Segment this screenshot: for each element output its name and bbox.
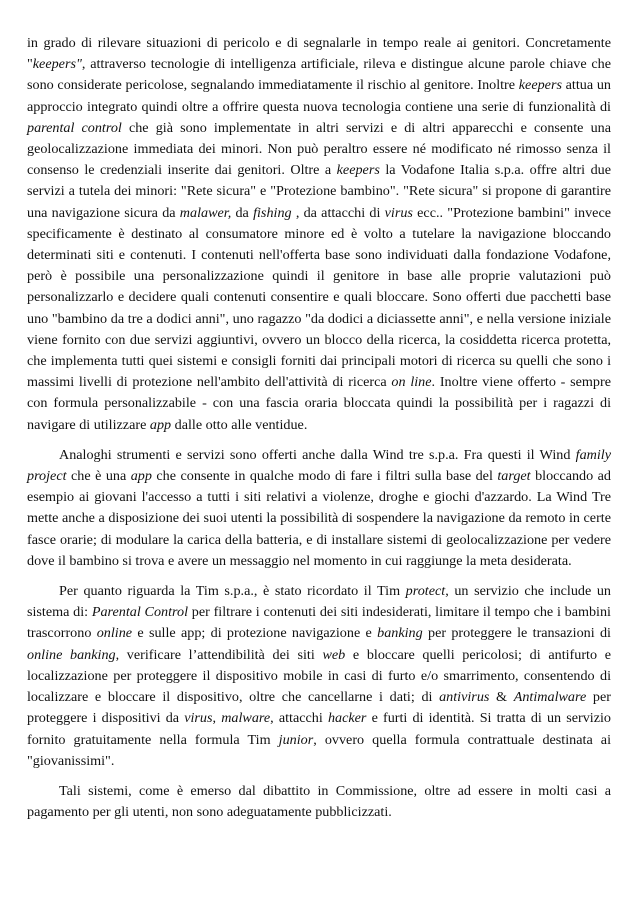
text-segment: per proteggere i dispositivi da xyxy=(27,689,611,727)
italic-text-segment: online banking xyxy=(27,646,116,663)
italic-text-segment: hacker xyxy=(327,710,367,727)
italic-text-segment: fishing xyxy=(253,204,292,221)
italic-text-segment: malware xyxy=(221,710,271,727)
paragraph-vodafone xyxy=(27,33,611,436)
italic-text-segment: antivirus xyxy=(439,689,490,706)
text-segment: & xyxy=(489,689,514,706)
italic-text-segment: app xyxy=(130,468,152,485)
text-segment: , un servizio che include un sistema di: xyxy=(27,583,611,621)
italic-text-segment: virus xyxy=(184,710,213,727)
italic-text-segment: family project xyxy=(27,446,611,485)
paragraph-wind xyxy=(27,445,611,572)
italic-text-segment: app xyxy=(149,416,172,433)
italic-text-segment: malawer, xyxy=(179,204,232,221)
italic-text-segment: Parental Control xyxy=(91,604,189,621)
italic-text-segment: web xyxy=(322,646,346,663)
italic-text-segment: virus xyxy=(384,204,413,221)
text-segment: per proteggere le transazioni di xyxy=(422,625,611,642)
text-segment: in grado di rilevare situazioni di pericolo e di segnalarle in tempo reale ai genitori. Concretamente " xyxy=(27,35,611,73)
italic-text-segment: keepers xyxy=(518,77,562,94)
text-segment: , attacchi xyxy=(270,710,328,727)
text-segment: Tali sistemi, come è emerso dal dibattito in Commissione, oltre ad essere in molti casi a pagamento per gli utenti, non sono adeguatamente pubblicizzati. xyxy=(27,782,611,821)
text-segment: e bloccare quelli pericolosi; di antifurto e localizzazione per proteggere il dispositivo mobile in casi di furto e/o smarrimento, consentendo di localizzare e bloccare il dispositivo, oltre che cancellarne i dati; di xyxy=(27,646,611,706)
paragraph-tim xyxy=(27,581,611,772)
italic-text-segment: on line xyxy=(391,374,432,391)
text-segment: e sulle app; di protezione navigazione e xyxy=(132,625,378,642)
text-segment: e furti di identità. Si tratta di un servizio fornito gratuitamente nella formula Tim xyxy=(27,710,611,748)
italic-text-segment: protect xyxy=(405,583,446,600)
italic-text-segment: junior xyxy=(278,731,314,748)
text-segment: la Vodafone Italia s.p.a. offre altri due servizi a tutela dei minori: "Rete sicura" e "Protezione bambino". "Rete sicura" si propone di garantire una navigazione sicura da xyxy=(27,162,611,221)
text-segment: che è una xyxy=(66,468,131,485)
italic-text-segment: target xyxy=(497,468,531,485)
text-segment: ecc.. "Protezione bambini" invece specificamente è destinato al consumatore minore ed è volto a tutelare la navigazione bloccando determinati siti e contenuti. I contenuti nell'offerta base sono individuati dalla fondazione Vodafone, però è possibile una personalizzazione quindi il genitore in base alle proprie valutazioni può personalizzarlo e decidere quali contenuti consentire e quali bloccare. Sono offerti due pacchetti base uno "bambino da tre a dodici anni", uno ragazzo "da dodici a diciassette anni", e nella versione iniziale viene fornito con due servizi aggiuntivi, ovvero un blocco della ricerca, la cosiddetta ricerca protetta, che implementa tutti quei sistemi e consigli forniti dai principali motori di ricerca su quelli che sono i massimi livelli di protezione nell'ambito dell'attività di ricerca xyxy=(27,204,611,391)
text-segment: . Inoltre viene offerto - sempre con formula personalizzabile - con una fascia oraria bloccata quindi la possibilità per i ragazzi di navigare di utilizzare xyxy=(27,374,611,433)
text-segment: Analoghi strumenti e servizi sono offerti anche dalla Wind tre s.p.a. Fra questi il Wind xyxy=(59,446,576,463)
italic-text-segment: keepers xyxy=(336,162,380,179)
italic-text-segment: parental control xyxy=(27,119,122,136)
text-segment: Per quanto riguarda la Tim s.p.a., è stato ricordato il Tim xyxy=(59,583,406,600)
paragraph-conclusion xyxy=(27,781,611,823)
text-segment: , verificare l’attendibilità dei siti xyxy=(115,646,323,663)
text-segment: per filtrare i contenuti dei siti indesiderati, limitare il tempo che i bambini trascorrono xyxy=(27,604,611,642)
text-segment: bloccando ad esempio ai giovani l'accesso a tutti i siti relativi a violenze, droghe e giochi d'azzardo. La Wind Tre mette anche a disposizione dei suoi utenti la possibilità di sospendere la navigazione da remoto in certe fasce orarie; di modulare la carica della batteria, e di installare sistemi di geolocalizzazione per vedere dove il bambino si trova e avere un messaggio nel momento in cui raggiunge la meta desiderata. xyxy=(27,468,611,569)
text-segment: , xyxy=(212,710,222,727)
text-segment: dalle otto alle ventidue. xyxy=(171,416,308,433)
text-segment: , ovvero quella formula contrattuale destinata ai "giovanissimi". xyxy=(27,731,611,769)
italic-text-segment: online xyxy=(96,625,133,642)
text-segment: attua un approccio integrato quindi oltre a offrire questa nuova tecnologia contiene una serie di funzionalità di xyxy=(27,77,611,115)
italic-text-segment: banking xyxy=(377,625,423,642)
text-segment: da xyxy=(231,204,254,221)
text-segment: , attraverso tecnologie di intelligenza artificiale, rileva e distingue alcune parole chiave che sono considerate pericolose, segnalando immediatamente il rischio al genitore. Inoltre xyxy=(27,56,611,94)
text-segment: , da attacchi di xyxy=(291,204,385,221)
text-segment: che già sono implementate in altri servizi e di altri apparecchi e consente una geolocalizzazione immediata dei minori. Non può peraltro essere né modificato né rimosso senza il consenso le credenziali inserite dai genitori. Oltre a xyxy=(27,119,611,179)
italic-text-segment: Antimalware xyxy=(513,689,587,706)
italic-text-segment: keepers" xyxy=(32,56,82,73)
text-segment: che consente in qualche modo di fare i filtri sulla base del xyxy=(151,468,498,485)
